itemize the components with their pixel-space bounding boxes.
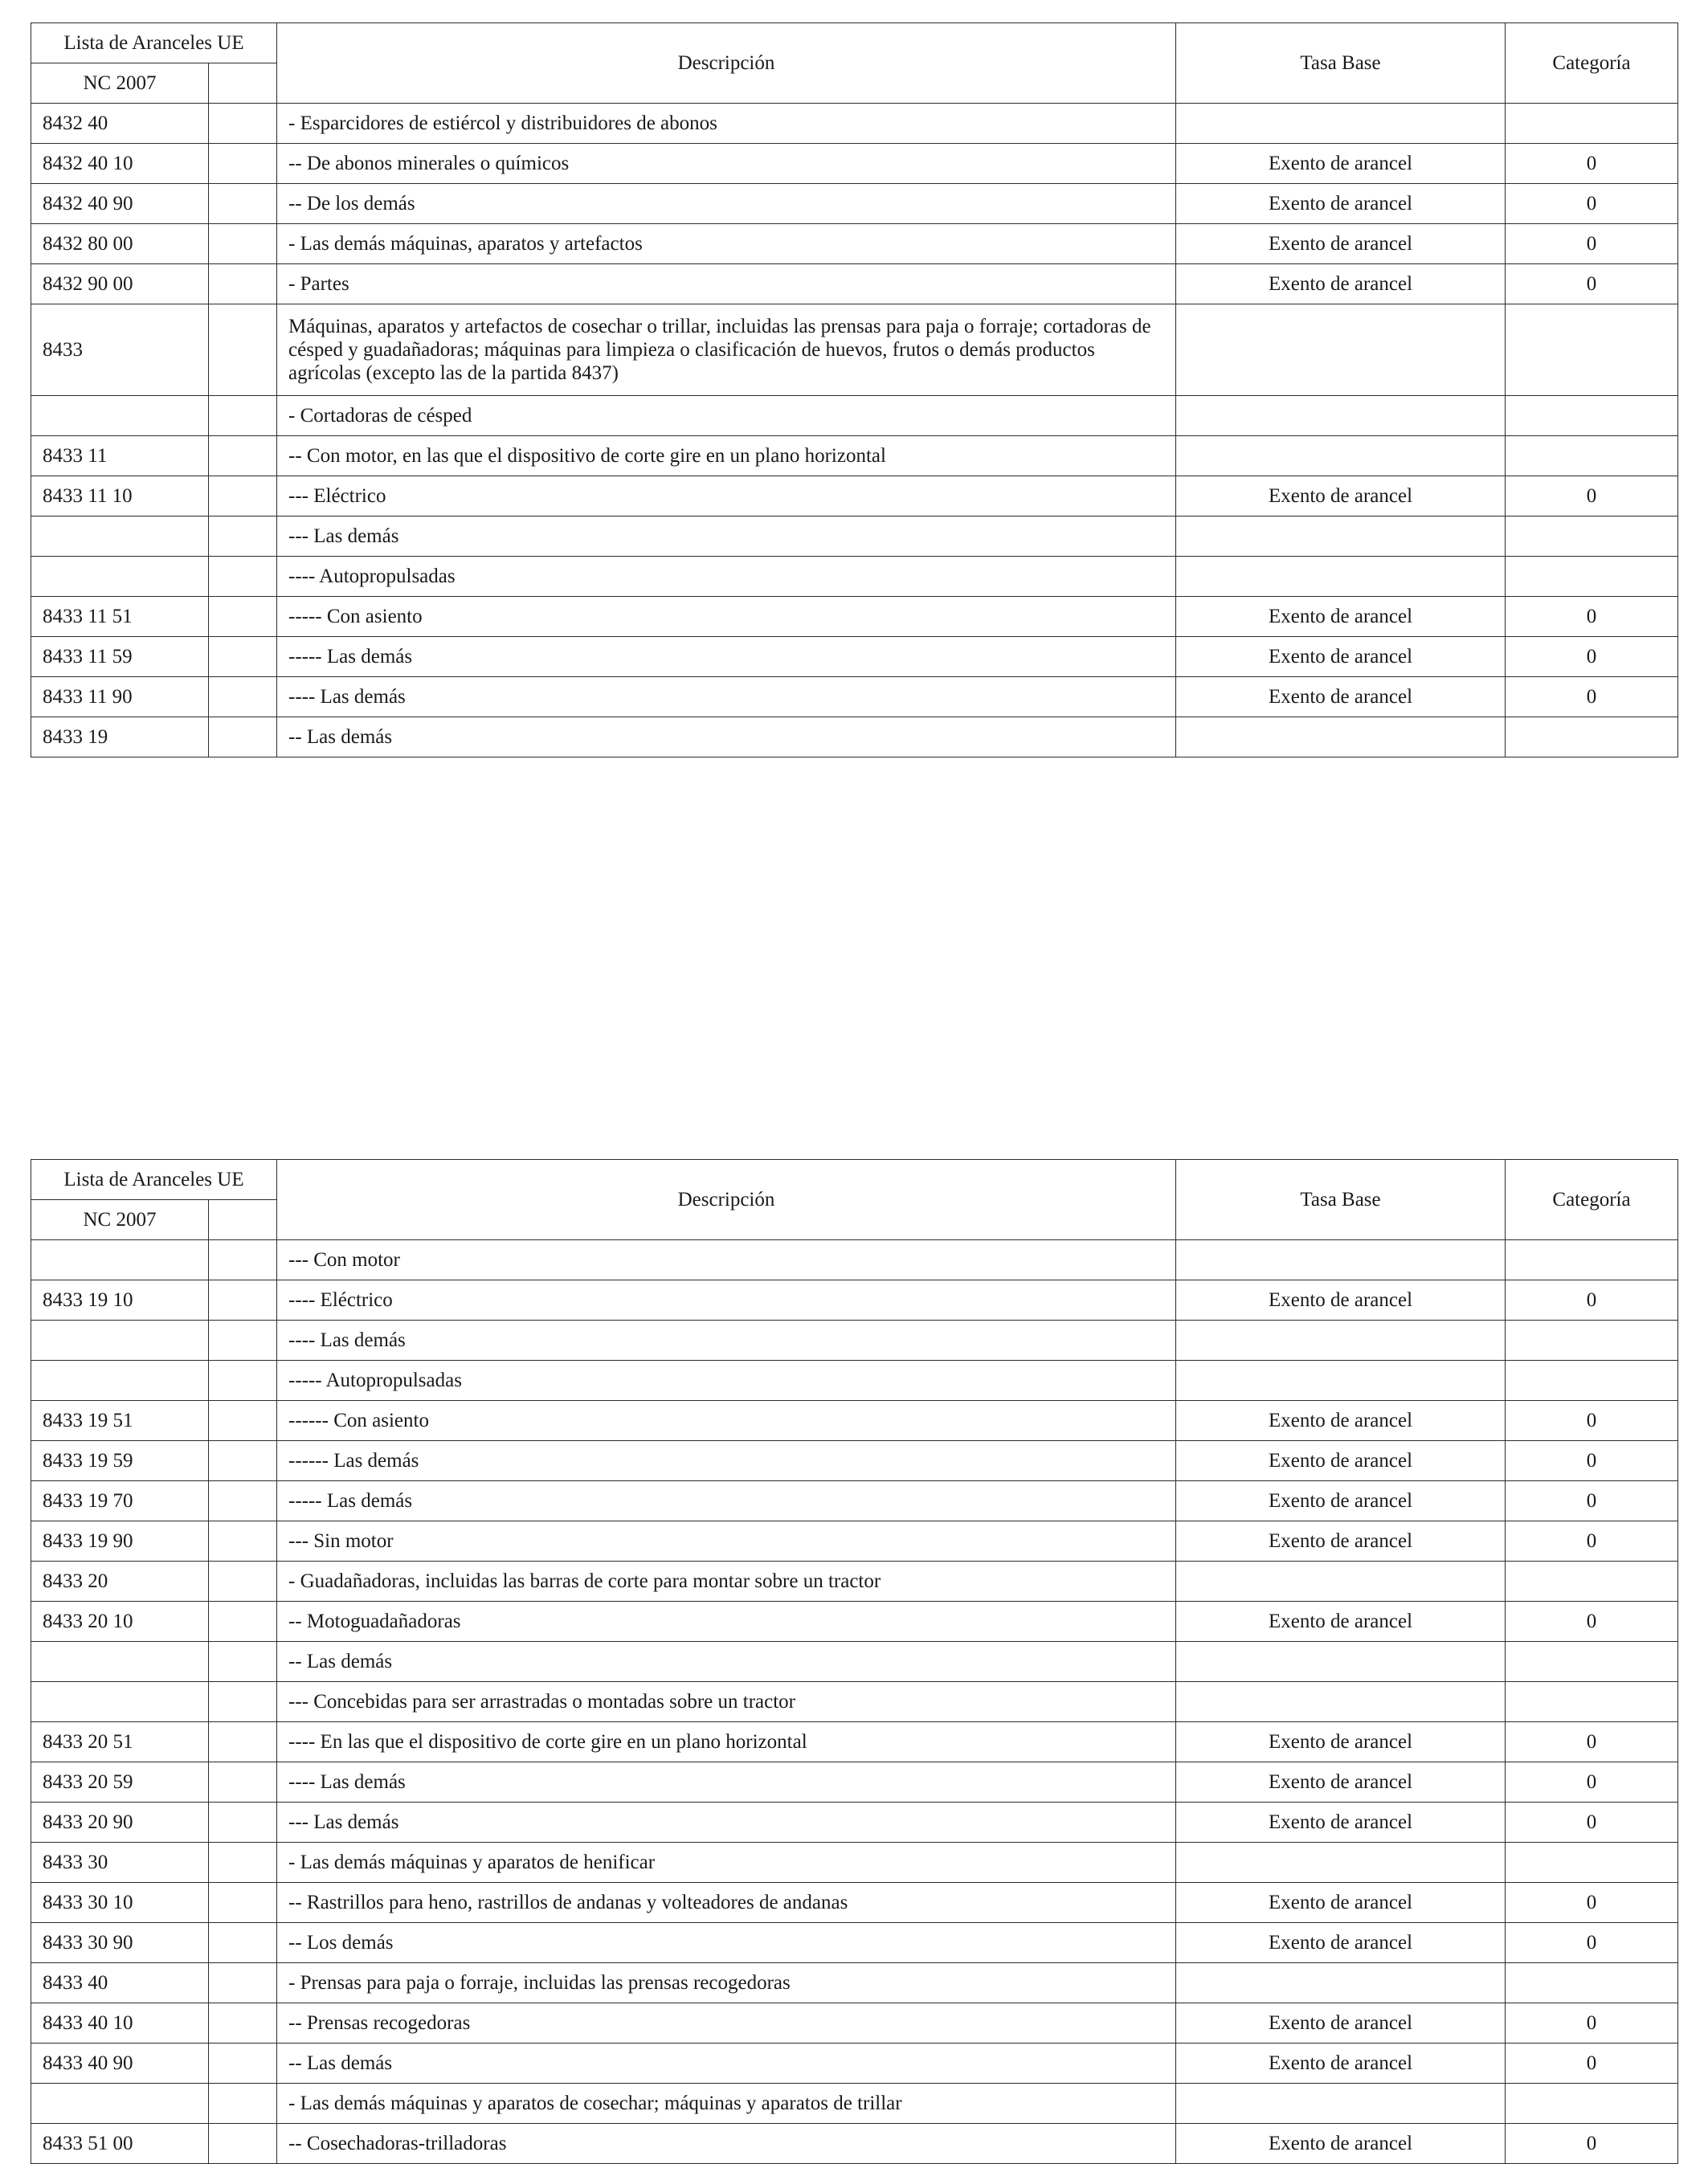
tariff-code-cell	[31, 1240, 209, 1280]
category-cell: 0	[1506, 1401, 1678, 1441]
blank-cell	[209, 1602, 277, 1642]
base-rate-cell: Exento de arancel	[1176, 1883, 1506, 1923]
blank-cell	[209, 1803, 277, 1843]
blank-cell	[209, 396, 277, 436]
base-rate-cell: Exento de arancel	[1176, 2044, 1506, 2084]
blank-cell	[209, 677, 277, 717]
category-cell	[1506, 1361, 1678, 1401]
table-row	[31, 1682, 1678, 1722]
table-row	[31, 717, 1678, 757]
table-row	[31, 1762, 1678, 1803]
description-cell: -- Cosechadoras-trilladoras	[277, 2124, 1176, 2164]
base-rate-cell: Exento de arancel	[1176, 476, 1506, 517]
blank-cell	[209, 2124, 277, 2164]
header-categoria: Categoría	[1506, 23, 1678, 104]
base-rate-cell: Exento de arancel	[1176, 597, 1506, 637]
base-rate-cell	[1176, 104, 1506, 144]
tariff-code-cell: 8433 11 90	[31, 677, 209, 717]
table-row	[31, 1883, 1678, 1923]
tariff-code-cell: 8433 40 10	[31, 2003, 209, 2044]
tariff-code-cell: 8433 11	[31, 436, 209, 476]
tariff-code-cell: 8433 40 90	[31, 2044, 209, 2084]
description-cell: ---- En las que el dispositivo de corte gire en un plano horizontal	[277, 1722, 1176, 1762]
tariff-code-cell: 8433 20 10	[31, 1602, 209, 1642]
category-cell	[1506, 1682, 1678, 1722]
base-rate-cell	[1176, 1963, 1506, 2003]
base-rate-cell	[1176, 436, 1506, 476]
description-cell: - Esparcidores de estiércol y distribuidores de abonos	[277, 104, 1176, 144]
tariff-code-cell: 8433 11 10	[31, 476, 209, 517]
blank-cell	[209, 2003, 277, 2044]
category-cell: 0	[1506, 1481, 1678, 1521]
base-rate-cell: Exento de arancel	[1176, 1722, 1506, 1762]
header-categoria: Categoría	[1506, 1160, 1678, 1240]
base-rate-cell	[1176, 1562, 1506, 1602]
table-row	[31, 184, 1678, 224]
category-cell: 0	[1506, 1602, 1678, 1642]
description-cell: - Partes	[277, 264, 1176, 304]
tariff-code-cell: 8433 20	[31, 1562, 209, 1602]
header-blank	[209, 63, 277, 104]
tariff-code-cell: 8432 90 00	[31, 264, 209, 304]
table-row	[31, 1803, 1678, 1843]
tariff-code-cell: 8432 40 90	[31, 184, 209, 224]
header-blank	[209, 1200, 277, 1240]
base-rate-cell	[1176, 717, 1506, 757]
base-rate-cell: Exento de arancel	[1176, 1441, 1506, 1481]
tariff-code-cell: 8433 40	[31, 1963, 209, 2003]
description-cell: --- Las demás	[277, 517, 1176, 557]
blank-cell	[209, 557, 277, 597]
description-cell: Máquinas, aparatos y artefactos de cosechar o trillar, incluidas las prensas para paja o forraje; cortadoras de césped y guadañadoras; máquinas para limpieza o clasificación de huevos, frutos o demás productos agrícolas (excepto las de la partida 8437)	[277, 304, 1176, 396]
base-rate-cell: Exento de arancel	[1176, 264, 1506, 304]
category-cell: 0	[1506, 1722, 1678, 1762]
blank-cell	[209, 476, 277, 517]
tariff-code-cell: 8433 19 59	[31, 1441, 209, 1481]
description-cell: ----- Las demás	[277, 637, 1176, 677]
table-row	[31, 224, 1678, 264]
base-rate-cell: Exento de arancel	[1176, 1923, 1506, 1963]
blank-cell	[209, 1361, 277, 1401]
base-rate-cell: Exento de arancel	[1176, 1481, 1506, 1521]
table-row	[31, 304, 1678, 396]
base-rate-cell	[1176, 396, 1506, 436]
header-row	[31, 23, 1678, 63]
tariff-code-cell: 8433 19	[31, 717, 209, 757]
tariff-code-cell: 8433 11 59	[31, 637, 209, 677]
tariff-code-cell	[31, 1321, 209, 1361]
blank-cell	[209, 1280, 277, 1321]
blank-cell	[209, 224, 277, 264]
table-row	[31, 1843, 1678, 1883]
tariff-code-cell: 8433 20 51	[31, 1722, 209, 1762]
base-rate-cell: Exento de arancel	[1176, 2124, 1506, 2164]
description-cell: --- Las demás	[277, 1803, 1176, 1843]
blank-cell	[209, 1441, 277, 1481]
table-row	[31, 1521, 1678, 1562]
base-rate-cell: Exento de arancel	[1176, 637, 1506, 677]
base-rate-cell	[1176, 304, 1506, 396]
base-rate-cell: Exento de arancel	[1176, 1280, 1506, 1321]
description-cell: -- Los demás	[277, 1923, 1176, 1963]
category-cell: 0	[1506, 597, 1678, 637]
blank-cell	[209, 1963, 277, 2003]
description-cell: - Las demás máquinas y aparatos de cosechar; máquinas y aparatos de trillar	[277, 2084, 1176, 2124]
base-rate-cell: Exento de arancel	[1176, 1803, 1506, 1843]
category-cell: 0	[1506, 1923, 1678, 1963]
header-tasa-base: Tasa Base	[1176, 23, 1506, 104]
table-row	[31, 1401, 1678, 1441]
description-cell: --- Concebidas para ser arrastradas o montadas sobre un tractor	[277, 1682, 1176, 1722]
base-rate-cell	[1176, 1361, 1506, 1401]
base-rate-cell: Exento de arancel	[1176, 1521, 1506, 1562]
base-rate-cell	[1176, 2084, 1506, 2124]
description-cell: - Prensas para paja o forraje, incluidas las prensas recogedoras	[277, 1963, 1176, 2003]
tariff-code-cell	[31, 1682, 209, 1722]
table-row	[31, 557, 1678, 597]
blank-cell	[209, 1722, 277, 1762]
description-cell: ---- Las demás	[277, 1762, 1176, 1803]
description-cell: ---- Las demás	[277, 677, 1176, 717]
table-row	[31, 1923, 1678, 1963]
category-cell	[1506, 1642, 1678, 1682]
blank-cell	[209, 264, 277, 304]
table-row	[31, 1441, 1678, 1481]
category-cell: 0	[1506, 1280, 1678, 1321]
category-cell: 0	[1506, 224, 1678, 264]
blank-cell	[209, 184, 277, 224]
blank-cell	[209, 1562, 277, 1602]
table-row	[31, 104, 1678, 144]
blank-cell	[209, 2084, 277, 2124]
category-cell: 0	[1506, 2124, 1678, 2164]
blank-cell	[209, 1401, 277, 1441]
category-cell: 0	[1506, 144, 1678, 184]
base-rate-cell	[1176, 517, 1506, 557]
header-lista: Lista de Aranceles UE	[31, 23, 277, 63]
table-row	[31, 1602, 1678, 1642]
category-cell	[1506, 2084, 1678, 2124]
description-cell: -- Prensas recogedoras	[277, 2003, 1176, 2044]
description-cell: - Las demás máquinas y aparatos de henificar	[277, 1843, 1176, 1883]
category-cell	[1506, 304, 1678, 396]
blank-cell	[209, 517, 277, 557]
base-rate-cell	[1176, 557, 1506, 597]
tariff-code-cell: 8433 11 51	[31, 597, 209, 637]
category-cell: 0	[1506, 264, 1678, 304]
description-cell: ----- Las demás	[277, 1481, 1176, 1521]
base-rate-cell: Exento de arancel	[1176, 1762, 1506, 1803]
category-cell: 0	[1506, 1762, 1678, 1803]
description-cell: -- Rastrillos para heno, rastrillos de andanas y volteadores de andanas	[277, 1883, 1176, 1923]
blank-cell	[209, 436, 277, 476]
base-rate-cell: Exento de arancel	[1176, 1401, 1506, 1441]
tariff-code-cell	[31, 1642, 209, 1682]
blank-cell	[209, 1762, 277, 1803]
base-rate-cell: Exento de arancel	[1176, 677, 1506, 717]
table-row	[31, 264, 1678, 304]
base-rate-cell	[1176, 1240, 1506, 1280]
description-cell: - Cortadoras de césped	[277, 396, 1176, 436]
table-body-1	[31, 104, 1678, 757]
tariff-table-1	[31, 22, 1678, 757]
table-row	[31, 517, 1678, 557]
tariff-code-cell	[31, 557, 209, 597]
description-cell: -- Las demás	[277, 1642, 1176, 1682]
category-cell: 0	[1506, 2044, 1678, 2084]
tariff-code-cell	[31, 396, 209, 436]
header-descripcion: Descripción	[277, 1160, 1176, 1240]
base-rate-cell: Exento de arancel	[1176, 184, 1506, 224]
description-cell: ----- Con asiento	[277, 597, 1176, 637]
category-cell: 0	[1506, 1521, 1678, 1562]
tariff-code-cell: 8432 40	[31, 104, 209, 144]
description-cell: --- Con motor	[277, 1240, 1176, 1280]
description-cell: ------ Las demás	[277, 1441, 1176, 1481]
category-cell	[1506, 1843, 1678, 1883]
blank-cell	[209, 1642, 277, 1682]
blank-cell	[209, 1240, 277, 1280]
blank-cell	[209, 1843, 277, 1883]
tariff-code-cell: 8433 20 90	[31, 1803, 209, 1843]
category-cell: 0	[1506, 1803, 1678, 1843]
description-cell: ---- Las demás	[277, 1321, 1176, 1361]
table-row	[31, 144, 1678, 184]
header-nc: NC 2007	[31, 63, 209, 104]
blank-cell	[209, 1923, 277, 1963]
description-cell: -- De los demás	[277, 184, 1176, 224]
description-cell: -- Las demás	[277, 2044, 1176, 2084]
table-row	[31, 2084, 1678, 2124]
tariff-code-cell	[31, 2084, 209, 2124]
blank-cell	[209, 2044, 277, 2084]
tariff-code-cell: 8433	[31, 304, 209, 396]
base-rate-cell	[1176, 1642, 1506, 1682]
tariff-code-cell: 8432 80 00	[31, 224, 209, 264]
blank-cell	[209, 597, 277, 637]
category-cell	[1506, 1321, 1678, 1361]
tariff-code-cell: 8433 19 51	[31, 1401, 209, 1441]
table-row	[31, 396, 1678, 436]
table-row	[31, 2124, 1678, 2164]
description-cell: -- De abonos minerales o químicos	[277, 144, 1176, 184]
description-cell: ----- Autopropulsadas	[277, 1361, 1176, 1401]
tariff-code-cell: 8433 51 00	[31, 2124, 209, 2164]
base-rate-cell: Exento de arancel	[1176, 1602, 1506, 1642]
table-row	[31, 1321, 1678, 1361]
header-descripcion: Descripción	[277, 23, 1176, 104]
category-cell: 0	[1506, 1441, 1678, 1481]
header-lista: Lista de Aranceles UE	[31, 1160, 277, 1200]
blank-cell	[209, 637, 277, 677]
table-row	[31, 476, 1678, 517]
table-row	[31, 1963, 1678, 2003]
table-row	[31, 637, 1678, 677]
table-row	[31, 1280, 1678, 1321]
category-cell: 0	[1506, 637, 1678, 677]
base-rate-cell: Exento de arancel	[1176, 2003, 1506, 2044]
table-row	[31, 1562, 1678, 1602]
description-cell: -- Con motor, en las que el dispositivo de corte gire en un plano horizontal	[277, 436, 1176, 476]
blank-cell	[209, 1481, 277, 1521]
category-cell	[1506, 1562, 1678, 1602]
blank-cell	[209, 104, 277, 144]
description-cell: --- Eléctrico	[277, 476, 1176, 517]
blank-cell	[209, 1883, 277, 1923]
tariff-code-cell: 8433 30 90	[31, 1923, 209, 1963]
category-cell: 0	[1506, 476, 1678, 517]
category-cell	[1506, 557, 1678, 597]
description-cell: - Las demás máquinas, aparatos y artefactos	[277, 224, 1176, 264]
category-cell	[1506, 1963, 1678, 2003]
tariff-code-cell	[31, 1361, 209, 1401]
table-row	[31, 1722, 1678, 1762]
category-cell	[1506, 1240, 1678, 1280]
category-cell: 0	[1506, 677, 1678, 717]
table-row	[31, 2003, 1678, 2044]
table-row	[31, 2044, 1678, 2084]
header-tasa-base: Tasa Base	[1176, 1160, 1506, 1240]
tariff-code-cell: 8433 20 59	[31, 1762, 209, 1803]
table-row	[31, 436, 1678, 476]
category-cell	[1506, 717, 1678, 757]
blank-cell	[209, 1521, 277, 1562]
description-cell: ---- Eléctrico	[277, 1280, 1176, 1321]
table-row	[31, 597, 1678, 637]
blank-cell	[209, 717, 277, 757]
category-cell	[1506, 396, 1678, 436]
description-cell: - Guadañadoras, incluidas las barras de corte para montar sobre un tractor	[277, 1562, 1176, 1602]
description-cell: -- Motoguadañadoras	[277, 1602, 1176, 1642]
table-row	[31, 1481, 1678, 1521]
header-nc: NC 2007	[31, 1200, 209, 1240]
category-cell	[1506, 517, 1678, 557]
blank-cell	[209, 1682, 277, 1722]
header-row	[31, 1160, 1678, 1200]
tariff-code-cell: 8433 30	[31, 1843, 209, 1883]
base-rate-cell	[1176, 1321, 1506, 1361]
base-rate-cell: Exento de arancel	[1176, 224, 1506, 264]
blank-cell	[209, 304, 277, 396]
table-row	[31, 1240, 1678, 1280]
category-cell: 0	[1506, 2003, 1678, 2044]
blank-cell	[209, 1321, 277, 1361]
tariff-code-cell: 8433 19 90	[31, 1521, 209, 1562]
table-row	[31, 677, 1678, 717]
description-cell: ------ Con asiento	[277, 1401, 1176, 1441]
base-rate-cell: Exento de arancel	[1176, 144, 1506, 184]
description-cell: --- Sin motor	[277, 1521, 1176, 1562]
tariff-code-cell	[31, 517, 209, 557]
category-cell: 0	[1506, 1883, 1678, 1923]
base-rate-cell	[1176, 1843, 1506, 1883]
table-row	[31, 1361, 1678, 1401]
table-row	[31, 1642, 1678, 1682]
category-cell	[1506, 436, 1678, 476]
description-cell: -- Las demás	[277, 717, 1176, 757]
tariff-code-cell: 8432 40 10	[31, 144, 209, 184]
blank-cell	[209, 144, 277, 184]
tariff-code-cell: 8433 30 10	[31, 1883, 209, 1923]
category-cell: 0	[1506, 184, 1678, 224]
tariff-table-2	[31, 1159, 1678, 2164]
tariff-code-cell: 8433 19 70	[31, 1481, 209, 1521]
tariff-code-cell: 8433 19 10	[31, 1280, 209, 1321]
table-body-2	[31, 1240, 1678, 2164]
description-cell: ---- Autopropulsadas	[277, 557, 1176, 597]
base-rate-cell	[1176, 1682, 1506, 1722]
category-cell	[1506, 104, 1678, 144]
